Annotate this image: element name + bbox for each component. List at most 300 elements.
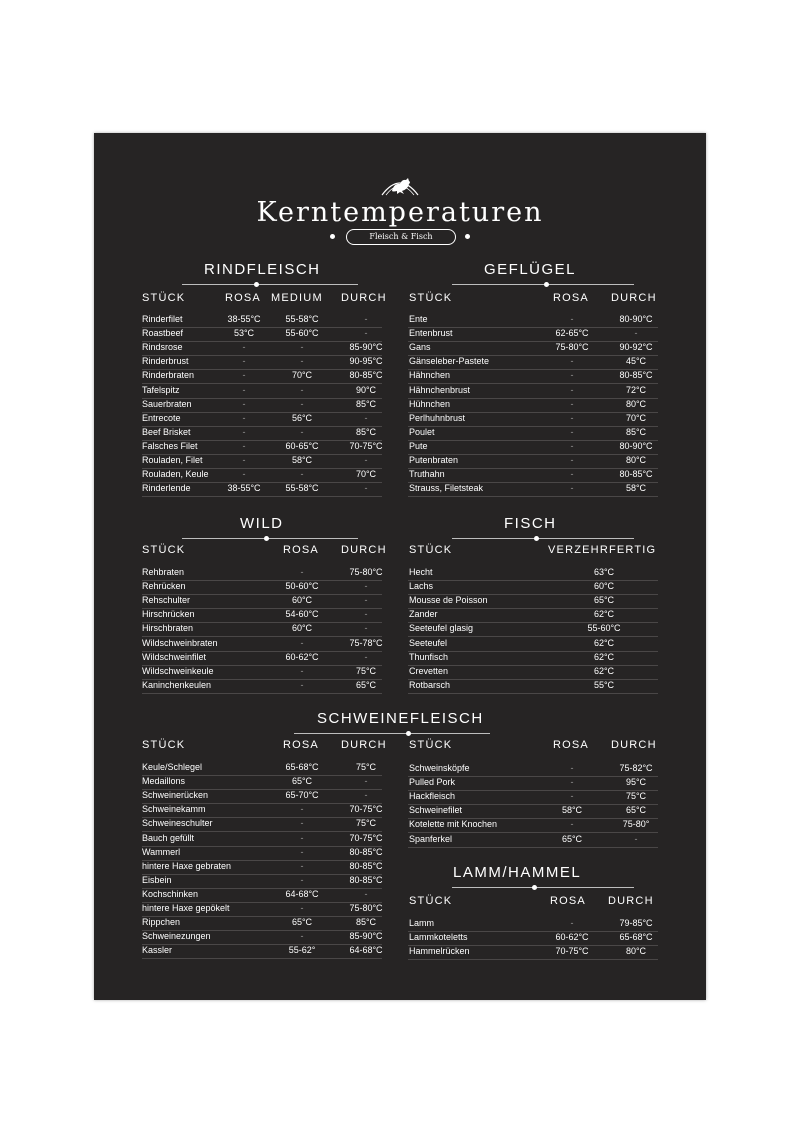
temperature-value: - <box>300 426 304 437</box>
table-row <box>408 804 658 819</box>
table-row <box>408 931 658 946</box>
temperature-value: - <box>242 384 246 395</box>
temperature-value: 80-85°C <box>349 370 383 381</box>
temperature-value: - <box>300 832 304 843</box>
divider-knob <box>254 282 259 287</box>
cut-name: Rindsrose <box>142 342 183 353</box>
temperature-value: - <box>300 469 304 480</box>
temperature-value: 65-68°C <box>285 762 319 772</box>
cut-name: Keule/Schlegel <box>142 762 203 772</box>
cut-name: Wammerl <box>142 846 181 857</box>
column-header: STÜCK <box>409 739 453 751</box>
temperature-value: - <box>242 426 246 437</box>
cut-name: Hackfleisch <box>409 791 456 802</box>
temperature-value: 80-90°C <box>619 440 653 451</box>
temperature-value: 65°C <box>291 917 313 928</box>
column-header: ROSA <box>283 739 319 751</box>
temperature-value: 62°C <box>593 665 615 676</box>
cut-name: Rinderlende <box>142 483 191 494</box>
table-row <box>408 608 658 623</box>
table-row <box>408 412 658 427</box>
temperature-value: 75°C <box>355 665 377 676</box>
table-row <box>142 426 382 441</box>
table-row <box>142 341 382 356</box>
temperature-value: 75°C <box>355 818 377 829</box>
temperature-value: 75-78°C <box>349 637 383 648</box>
temperature-value: 55°C <box>593 679 615 690</box>
table-row <box>142 313 382 328</box>
temperature-value: 75-80°C <box>349 567 383 577</box>
temperature-value: 79-85°C <box>619 918 653 928</box>
cut-name: Roastbeef <box>142 328 184 339</box>
cut-name: Strauss, Filetsteak <box>409 483 484 494</box>
temperature-value: 65°C <box>593 595 615 606</box>
column-header: ROSA <box>553 292 589 304</box>
cut-name: Zander <box>409 609 438 620</box>
table-row <box>408 790 658 805</box>
temperature-value: - <box>300 860 304 871</box>
temperature-value: 60°C <box>291 623 313 634</box>
temperature-value: 70°C <box>291 370 313 381</box>
table-row <box>408 341 658 356</box>
cut-name: Putenbraten <box>409 455 459 465</box>
column-header: DURCH <box>341 544 387 556</box>
section-divider <box>182 538 358 539</box>
cut-name: Entrecote <box>142 412 181 423</box>
temperature-value: - <box>570 483 574 494</box>
table-row <box>408 622 658 637</box>
column-header: DURCH <box>341 739 387 751</box>
table-row <box>408 637 658 652</box>
temperature-value: 70-75°C <box>349 804 383 815</box>
table-row <box>142 916 382 931</box>
temperature-value: 60-65°C <box>285 440 319 451</box>
table-row <box>142 580 382 595</box>
temperature-value: 90-95°C <box>349 356 383 367</box>
table-row <box>142 355 382 370</box>
cut-name: Kaninchenkeulen <box>142 679 212 690</box>
temperature-value: - <box>300 818 304 829</box>
table-row <box>142 944 382 959</box>
temperature-value: 58°C <box>625 483 647 494</box>
table-row <box>142 482 382 497</box>
temperature-value: - <box>300 804 304 815</box>
temperature-value: - <box>364 581 368 592</box>
temperature-value: 75-80°C <box>349 903 383 913</box>
brand-header <box>94 175 706 241</box>
cut-name: Thunfisch <box>409 651 449 662</box>
cut-name: hintere Haxe gebraten <box>142 860 232 871</box>
temperature-value: 55-60°C <box>285 328 319 339</box>
cut-name: Lammkoteletts <box>409 932 468 943</box>
temperature-value: 75°C <box>625 791 647 802</box>
table-row <box>408 917 658 932</box>
temperature-value: 38-55°C <box>227 483 261 494</box>
cut-name: Truthahn <box>409 469 445 480</box>
temperature-value: - <box>570 763 574 773</box>
temperature-value: - <box>364 412 368 423</box>
cut-name: Rehrücken <box>142 581 186 592</box>
rooster-icon <box>378 173 422 197</box>
temperature-value: 55-58°C <box>285 314 319 324</box>
cut-name: Rouladen, Keule <box>142 469 209 480</box>
temperature-value: 65-70°C <box>285 790 319 801</box>
temperature-value: 54-60°C <box>285 609 319 620</box>
temperature-value: - <box>242 469 246 480</box>
temperature-value: 80-85°C <box>619 370 653 381</box>
table-row <box>142 803 382 818</box>
cut-name: Schweinerücken <box>142 790 209 801</box>
column-header: MEDIUM <box>271 292 323 304</box>
temperature-value: 95°C <box>625 777 647 788</box>
temperature-value: - <box>300 874 304 885</box>
temperature-value: 65-68°C <box>619 932 653 943</box>
section-title: RINDFLEISCH <box>204 261 321 278</box>
section-title: WILD <box>240 515 284 532</box>
temperature-value: - <box>570 819 574 830</box>
temperature-value: 80-90°C <box>619 314 653 324</box>
temperature-value: 64-68°C <box>285 888 319 899</box>
table-row <box>142 789 382 804</box>
table-row <box>408 355 658 370</box>
table-row <box>408 762 658 777</box>
temperature-value: 70-75°C <box>555 946 589 957</box>
cut-name: Kochschinken <box>142 888 199 899</box>
cut-name: Rinderbrust <box>142 356 189 367</box>
temperature-value: 64-68°C <box>349 945 383 956</box>
temperature-value: - <box>634 833 638 844</box>
temperature-value: - <box>570 777 574 788</box>
table-row <box>408 468 658 483</box>
cut-name: Gänseleber-Pastete <box>409 356 490 367</box>
cut-name: Wildschweinbraten <box>142 637 218 648</box>
temperature-value: 60-62°C <box>285 651 319 662</box>
temperature-value: - <box>570 791 574 802</box>
temperature-value: 60-62°C <box>555 932 589 943</box>
temperature-value: 85°C <box>355 426 377 437</box>
cut-name: Pulled Pork <box>409 777 456 788</box>
cut-name: Sauerbraten <box>142 398 192 409</box>
temperature-value: - <box>300 679 304 690</box>
table-row <box>408 369 658 384</box>
table-row <box>142 327 382 342</box>
column-header: DURCH <box>611 292 657 304</box>
temperature-value: 75-80°C <box>555 342 589 353</box>
cut-name: Rippchen <box>142 917 181 928</box>
table-row <box>142 608 382 623</box>
temperature-value: - <box>242 455 246 465</box>
divider-knob <box>544 282 549 287</box>
temperature-value: - <box>300 637 304 648</box>
table-row <box>142 679 382 694</box>
temperature-value: 65°C <box>355 679 377 690</box>
temperature-value: 75-82°C <box>619 763 653 773</box>
page-title: Kerntemperaturen <box>256 197 544 228</box>
cut-name: Schweineschulter <box>142 818 213 829</box>
temperature-value: - <box>570 356 574 367</box>
table-row <box>142 874 382 889</box>
cut-name: Schweinefilet <box>409 805 463 816</box>
table-row <box>142 440 382 455</box>
subtitle-banner <box>330 229 470 245</box>
cut-name: Lachs <box>409 581 434 592</box>
temperature-value: 45°C <box>625 356 647 367</box>
cut-name: Bauch gefüllt <box>142 832 195 843</box>
table-row <box>408 833 658 848</box>
temperature-value: 70°C <box>355 469 377 480</box>
temperature-value: 63°C <box>593 567 615 577</box>
cut-name: Crevetten <box>409 665 449 676</box>
cut-name: Kassler <box>142 945 173 956</box>
temperature-value: - <box>570 469 574 480</box>
table-row <box>142 384 382 399</box>
table-row <box>408 398 658 413</box>
temperature-value: - <box>300 342 304 353</box>
column-header: ROSA <box>283 544 319 556</box>
cut-name: Entenbrust <box>409 328 453 339</box>
cut-name: Wildschweinfilet <box>142 651 207 662</box>
cut-name: Pute <box>409 440 428 451</box>
table-row <box>142 637 382 652</box>
temperature-value: 58°C <box>291 455 313 465</box>
poster <box>94 133 706 1000</box>
temperature-value: 85-90°C <box>349 342 383 353</box>
temperature-value: 90°C <box>355 384 377 395</box>
temperature-value: 62°C <box>593 609 615 620</box>
temperature-value: - <box>570 314 574 324</box>
cut-name: Falsches Filet <box>142 440 198 451</box>
table-row <box>142 594 382 609</box>
cut-name: Wildschweinkeule <box>142 665 214 676</box>
temperature-value: - <box>242 440 246 451</box>
cut-name: Poulet <box>409 426 435 437</box>
cut-name: Schweinsköpfe <box>409 763 470 773</box>
cut-name: Perlhuhnbrust <box>409 412 466 423</box>
divider-knob <box>534 536 539 541</box>
table-row <box>142 817 382 832</box>
cut-name: Rotbarsch <box>409 679 451 690</box>
temperature-value: 60°C <box>593 581 615 592</box>
table-row <box>142 454 382 469</box>
temperature-value: - <box>242 356 246 367</box>
column-header: VERZEHRFERTIG <box>548 544 657 556</box>
cut-name: Hammelrücken <box>409 946 470 957</box>
cut-name: Hecht <box>409 567 433 577</box>
table-row <box>142 369 382 384</box>
temperature-value: 70-75°C <box>349 832 383 843</box>
temperature-value: - <box>364 483 368 494</box>
cut-name: Schweinezungen <box>142 931 211 942</box>
cut-name: Rinderfilet <box>142 314 183 324</box>
cut-name: Rehbraten <box>142 567 185 577</box>
cut-name: Medaillons <box>142 776 186 787</box>
temperature-value: 55-58°C <box>285 483 319 494</box>
cut-name: Gans <box>409 342 431 353</box>
temperature-value: - <box>364 595 368 606</box>
temperature-value: 56°C <box>291 412 313 423</box>
temperature-value: - <box>300 665 304 676</box>
temperature-value: - <box>570 918 574 928</box>
cut-name: Hähnchen <box>409 370 451 381</box>
section-title: SCHWEINEFLEISCH <box>317 710 484 727</box>
temperature-value: - <box>300 846 304 857</box>
column-header: STÜCK <box>142 292 186 304</box>
cut-name: Hähnchenbrust <box>409 384 471 395</box>
temperature-value: 80-85°C <box>349 874 383 885</box>
temperature-value: 62-65°C <box>555 328 589 339</box>
temperature-value: - <box>364 790 368 801</box>
column-header: STÜCK <box>409 895 453 907</box>
temperature-value: - <box>570 412 574 423</box>
table-row <box>142 761 382 776</box>
cut-name: Hirschrücken <box>142 609 195 620</box>
divider-knob <box>406 731 411 736</box>
temperature-value: 70°C <box>625 412 647 423</box>
temperature-value: 55-60°C <box>587 623 621 634</box>
temperature-value: - <box>634 328 638 339</box>
temperature-value: 53°C <box>233 328 255 339</box>
cut-name: Rehschulter <box>142 595 191 606</box>
temperature-value: - <box>300 398 304 409</box>
table-row <box>142 412 382 427</box>
temperature-value: - <box>242 342 246 353</box>
temperature-value: - <box>364 776 368 787</box>
temperature-value: - <box>242 370 246 381</box>
table-row <box>142 622 382 637</box>
table-row <box>408 313 658 328</box>
temperature-value: 55-62° <box>288 945 316 956</box>
temperature-value: - <box>364 455 368 465</box>
table-row <box>408 945 658 960</box>
table-row <box>408 776 658 791</box>
table-row <box>142 846 382 861</box>
section-title: GEFLÜGEL <box>484 261 577 278</box>
temperature-value: 85°C <box>355 917 377 928</box>
table-row <box>142 860 382 875</box>
cut-name: Rouladen, Filet <box>142 455 203 465</box>
column-header: ROSA <box>553 739 589 751</box>
table-row <box>408 594 658 609</box>
temperature-value: - <box>300 384 304 395</box>
cut-name: Seeteufel <box>409 637 448 648</box>
section-divider <box>452 538 634 539</box>
cut-name: Mousse de Poisson <box>409 595 488 606</box>
temperature-value: 80°C <box>625 455 647 465</box>
temperature-value: 62°C <box>593 651 615 662</box>
cut-name: Seeteufel glasig <box>409 623 474 634</box>
temperature-value: - <box>570 384 574 395</box>
temperature-value: - <box>570 398 574 409</box>
table-row <box>142 902 382 917</box>
temperature-value: 65°C <box>291 776 313 787</box>
table-row <box>142 832 382 847</box>
table-row <box>408 665 658 680</box>
divider-knob <box>532 885 537 890</box>
table-row <box>142 888 382 903</box>
cut-name: Lamm <box>409 918 435 928</box>
cut-name: hintere Haxe gepökelt <box>142 903 230 913</box>
temperature-value: 72°C <box>625 384 647 395</box>
table-row <box>142 930 382 945</box>
temperature-value: 85-90°C <box>349 931 383 942</box>
section-divider <box>294 733 490 734</box>
column-header: STÜCK <box>409 292 453 304</box>
table-row <box>142 775 382 790</box>
divider-knob <box>264 536 269 541</box>
section-title: LAMM/HAMMEL <box>453 864 582 881</box>
cut-name: Hühnchen <box>409 398 451 409</box>
cut-name: Eisbein <box>142 874 172 885</box>
table-row <box>408 679 658 694</box>
column-header: DURCH <box>611 739 657 751</box>
table-row <box>142 398 382 413</box>
column-header: ROSA <box>550 895 586 907</box>
temperature-value: 80°C <box>625 398 647 409</box>
temperature-value: 75°C <box>355 762 377 772</box>
section-divider <box>452 284 634 285</box>
temperature-value: 80-85°C <box>619 469 653 480</box>
temperature-value: 80°C <box>625 946 647 957</box>
temperature-value: 70-75°C <box>349 440 383 451</box>
temperature-value: - <box>300 567 304 577</box>
section-title: FISCH <box>504 515 557 532</box>
temperature-value: 85°C <box>625 426 647 437</box>
temperature-value: - <box>242 412 246 423</box>
temperature-value: 65°C <box>625 805 647 816</box>
cut-name: Ente <box>409 314 428 324</box>
temperature-value: 80-85°C <box>349 860 383 871</box>
temperature-value: 65°C <box>561 833 583 844</box>
temperature-value: 60°C <box>291 595 313 606</box>
temperature-value: 62°C <box>593 637 615 648</box>
table-row <box>408 651 658 666</box>
table-row <box>408 327 658 342</box>
cut-name: Beef Brisket <box>142 426 191 437</box>
table-row <box>142 468 382 483</box>
temperature-value: - <box>300 931 304 942</box>
temperature-value: - <box>364 623 368 634</box>
temperature-value: - <box>364 328 368 339</box>
cut-name: Spanferkel <box>409 833 453 844</box>
temperature-value: - <box>300 903 304 913</box>
table-row <box>408 426 658 441</box>
column-header: ROSA <box>225 292 261 304</box>
column-header: STÜCK <box>142 544 186 556</box>
temperature-value: - <box>242 398 246 409</box>
temperature-value: 85°C <box>355 398 377 409</box>
temperature-value: - <box>364 888 368 899</box>
temperature-value: - <box>364 609 368 620</box>
column-header: STÜCK <box>409 544 453 556</box>
temperature-value: 38-55°C <box>227 314 261 324</box>
table-row <box>408 566 658 581</box>
column-header: STÜCK <box>142 739 186 751</box>
cut-name: Kotelette mit Knochen <box>409 819 498 830</box>
table-row <box>408 580 658 595</box>
temperature-value: 75-80° <box>622 819 650 830</box>
temperature-value: - <box>364 314 368 324</box>
cut-name: Rinderbraten <box>142 370 195 381</box>
temperature-value: 50-60°C <box>285 581 319 592</box>
temperature-value: 90-92°C <box>619 342 653 353</box>
table-row <box>142 651 382 666</box>
temperature-value: - <box>364 651 368 662</box>
table-row <box>408 384 658 399</box>
page-subtitle: Fleisch & Fisch <box>346 229 456 245</box>
temperature-value: - <box>570 455 574 465</box>
table-row <box>142 665 382 680</box>
cut-name: Tafelspitz <box>142 384 180 395</box>
